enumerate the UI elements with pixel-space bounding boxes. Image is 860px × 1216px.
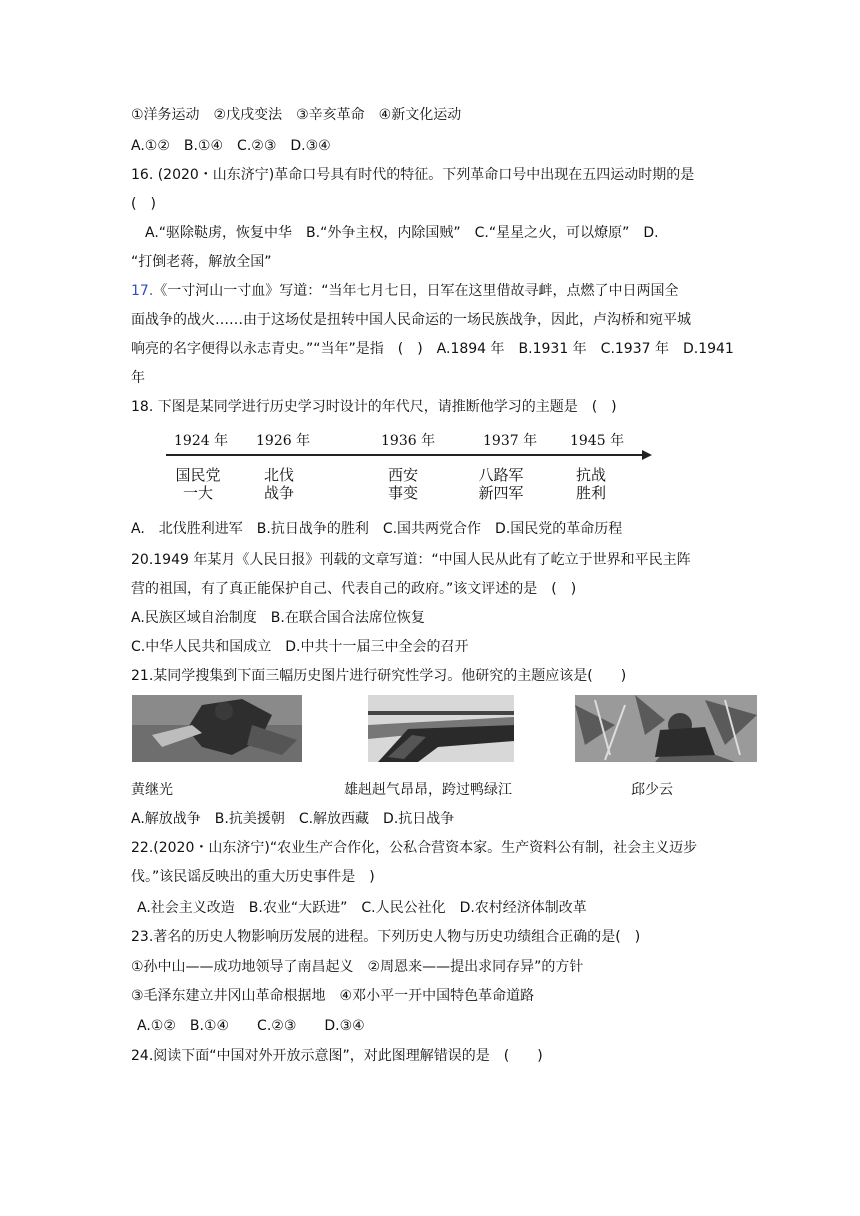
question-22-line2: 伐。”该民谣反映出的重大历史事件是 ) [131,869,375,885]
question-23-items-34: ③毛泽东建立井冈山革命根据地 ④邓小平一开中国特色革命道路 [131,988,535,1004]
timeline-event: 八路军 新四军 [478,466,524,502]
timeline-year: 1936 年 [381,433,436,449]
timeline-year: 1924 年 [174,433,229,449]
question-24: 24.阅读下面“中国对外开放示意图”，对此图理解错误的是 ( ) [131,1048,543,1064]
photo-image [368,695,514,762]
question-17: 17.《一寸河山一寸血》写道：“当年七月七日，日军在这里借故寻衅，点燃了中日两国全 [131,283,679,299]
photo-image [132,695,302,762]
timeline-event: 国民党 一大 [175,466,221,502]
question-23-options: A.①② B.①④ C.②③ D.③④ [137,1018,365,1034]
timeline-event: 西安 事变 [387,466,418,502]
question-21: 21.某同学搜集到下面三幅历史图片进行研究性学习。他研究的主题应该是( ) [131,668,627,684]
question-16-options: A.“驱除鞑虏，恢复中华 B.“外争主权，内除国贼” C.“星星之火，可以燎原” D. [145,225,659,241]
photo-crossing-yalu [368,695,514,762]
question-20: 20.1949 年某月《人民日报》刊载的文章写道：“中国人民从此有了屹立于世界和平民主阵 [131,552,691,568]
timeline-year: 1945 年 [570,433,625,449]
options-list: ①洋务运动 ②戊戌变法 ③辛亥革命 ④新文化运动 [131,107,462,123]
photo-image [575,695,757,762]
timeline-event: 北伐 战争 [263,466,294,502]
question-18-options: A. 北伐胜利进军 B.抗日战争的胜利 C.国共两党合作 D.国民党的革命历程 [131,521,623,537]
question-17-line2: 面战争的战火……由于这场仗是扭转中国人民命运的一场民族战争，因此，卢沟桥和宛平城 [131,312,691,328]
photo-caption: 雄赳赳气昂昂，跨过鸭绿江 [344,782,512,798]
question-21-options: A.解放战争 B.抗美援朝 C.解放西藏 D.抗日战争 [131,811,455,827]
photo-huang-jiguang [132,695,302,762]
timeline-year: 1926 年 [256,433,311,449]
question-22: 22.(2020・山东济宁)“农业生产合作化，公私合营资本家。生产资料公有制，社会主义迈步 [131,840,698,856]
question-17-line4: 年 [131,370,145,386]
question-20-options-cd: C.中华人民共和国成立 D.中共十一届三中全会的召开 [131,639,469,655]
question-17-line3: 响亮的名字便得以永志青史。”“当年”是指 ( ) A.1894 年 B.1931 年 C.1937 年 D.1941 [131,341,734,357]
timeline-year: 1937 年 [483,433,538,449]
question-18: 18. 下图是某同学进行历史学习时设计的年代尺，请推断他学习的主题是 ( ) [131,399,617,415]
question-16: 16. (2020・山东济宁)革命口号具有时代的特征。下列革命口号中出现在五四运动时期的是 [131,167,695,183]
photo-caption: 邱少云 [631,782,673,798]
question-20-options-ab: A.民族区域自治制度 B.在联合国合法席位恢复 [131,610,425,626]
question-17-number: 17. [131,283,154,299]
photo-qiu-shaoyun [575,695,757,762]
question-16-bracket: ( ) [131,196,156,212]
timeline-event: 抗战 胜利 [575,466,606,502]
photo-caption: 黄继光 [131,782,173,798]
question-20-line2: 营的祖国，有了真正能保护自己、代表自己的政府。”该文评述的是 ( ) [131,581,577,597]
question-22-options: A.社会主义改造 B.农业“大跃进” C.人民公社化 D.农村经济体制改革 [137,900,587,916]
question-23: 23.著名的历史人物影响历发展的进程。下列历史人物与历史功绩组合正确的是( ) [131,929,641,945]
question-16-options-cont: “打倒老蒋，解放全国” [131,254,272,270]
question-23-items-12: ①孙中山——成功地领导了南昌起义 ②周恩来——提出求同存异”的方针 [131,959,584,975]
answer-options: A.①② B.①④ C.②③ D.③④ [131,138,331,154]
timeline-figure [160,424,660,508]
